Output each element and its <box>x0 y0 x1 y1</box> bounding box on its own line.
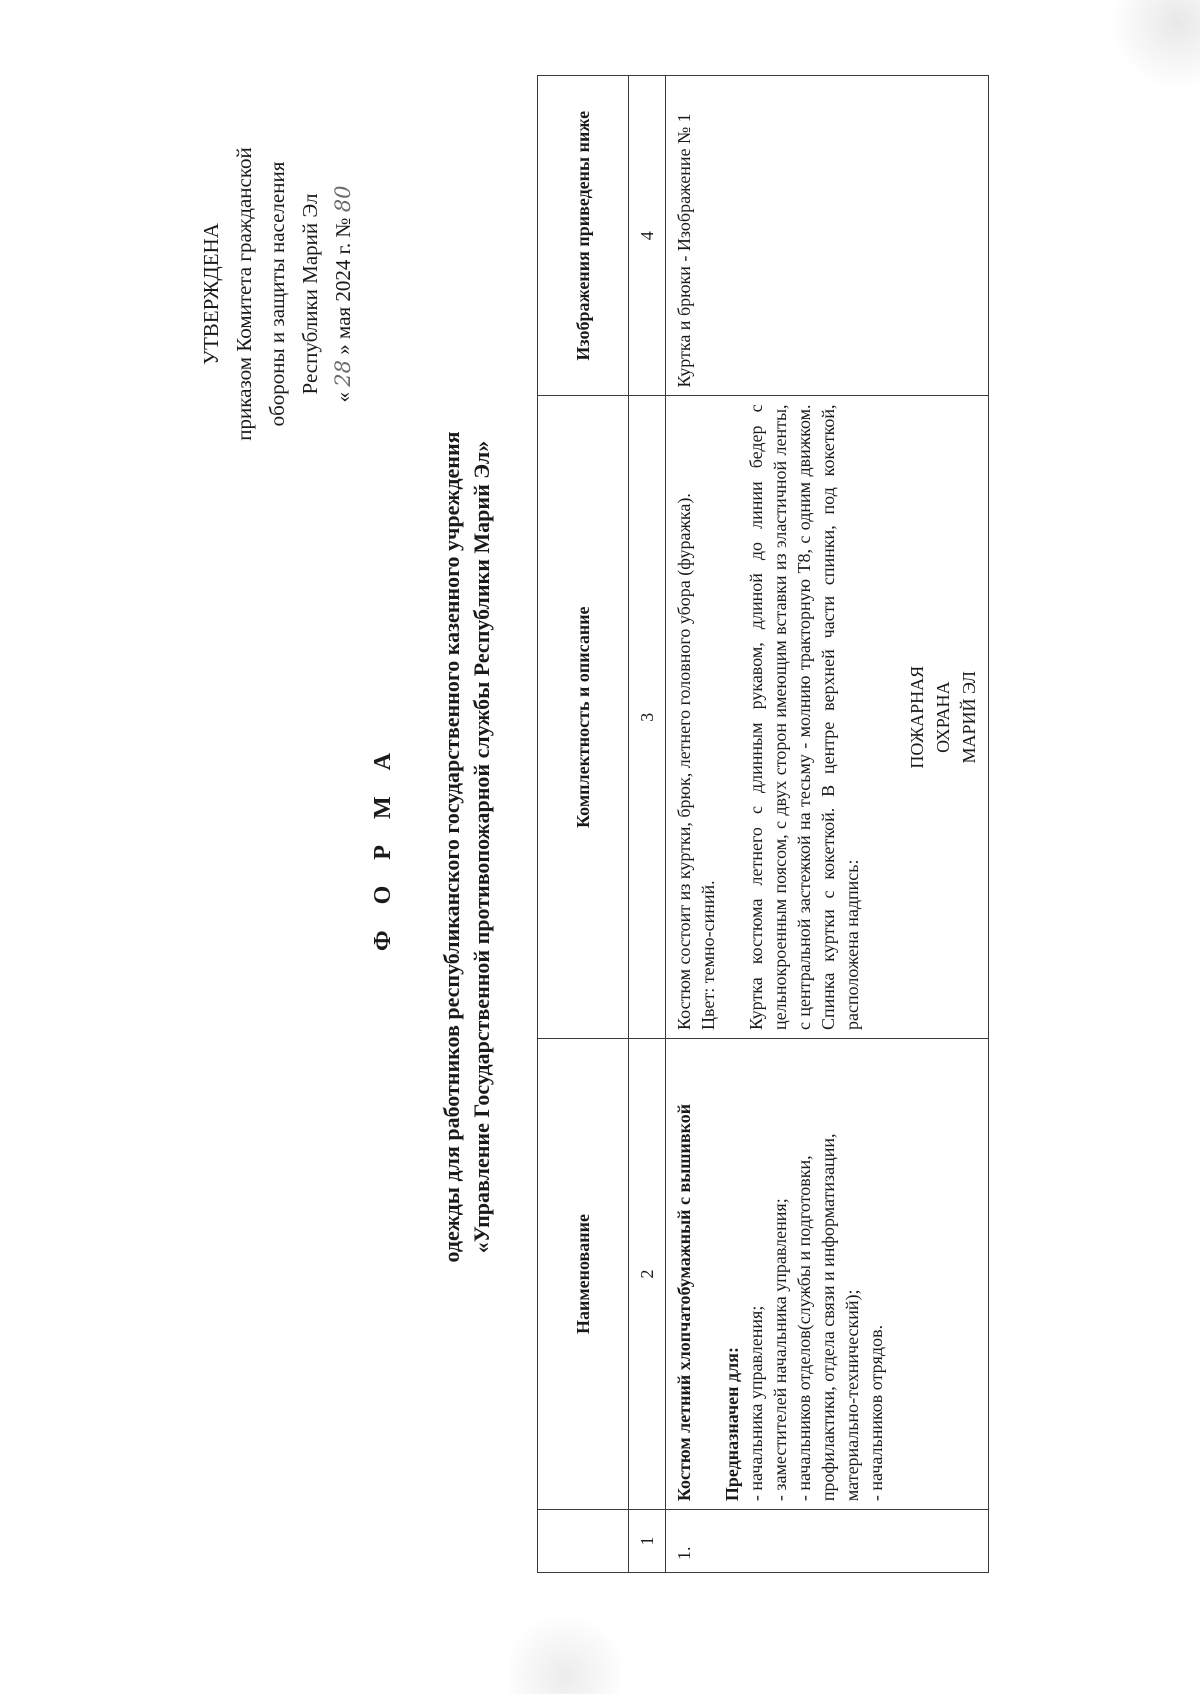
image-reference: Куртка и брюки - Изображение № 1 <box>674 113 694 388</box>
document-subtitle <box>437 0 497 1694</box>
approval-date-line <box>327 124 360 464</box>
approval-republic-line: Республики Марий Эл <box>298 193 322 395</box>
description-color: Цвет: темно-синий. <box>698 880 718 1030</box>
purpose-item: - заместителей начальника управления; <box>770 1198 790 1502</box>
name-cell <box>666 1038 989 1509</box>
images-cell <box>666 76 989 396</box>
handwritten-day: 28 <box>331 359 355 387</box>
header-name: Наименование <box>538 1038 629 1509</box>
approval-order-line: приказом Комитета гражданской <box>232 147 256 441</box>
row-number: 1. <box>666 1510 989 1573</box>
column-number: 1 <box>629 1510 666 1573</box>
description-cell <box>666 396 989 1039</box>
table-header-row <box>538 76 629 1573</box>
document-title: Ф О Р М А <box>370 743 396 951</box>
table-row <box>666 76 989 1573</box>
purpose-label: Предназначен для: <box>722 1347 742 1502</box>
column-number-row <box>629 76 666 1573</box>
approval-block <box>195 124 360 464</box>
date-month-year: » мая 2024 г. № <box>331 217 355 355</box>
description-composition: Костюм состоит из куртки, брюк, летнего головного убора (фуражка). <box>674 493 694 1030</box>
column-number: 2 <box>629 1038 666 1509</box>
purpose-item: - начальников отделов(службы и подготовки, профилактики, отдела связи и информатизации, материально-технический); <box>794 1133 862 1502</box>
approval-committee-line: обороны и защиты населения <box>265 161 289 427</box>
back-inscription <box>904 404 982 1030</box>
inscription-line: ПОЖАРНАЯ <box>907 665 927 769</box>
item-name: Костюм летний хлопчатобумажный с вышивкой <box>674 1103 694 1502</box>
date-open-quote: « <box>331 391 355 403</box>
header-number <box>538 1510 629 1573</box>
approval-heading: УТВЕРЖДЕНА <box>199 223 223 365</box>
handwritten-order-number: 80 <box>331 185 355 213</box>
uniform-table <box>537 75 989 1573</box>
description-jacket: Куртка костюма летнего с длинным рукавом, длиной до линии бедер с цельнокроенным поясом, с двух сторон имеющим вставки из эластичной ленты, с центральной застежкой на тесьму - молнию тракторную Т8, с одним движком. Спинка куртки с кокеткой. В центре верхней части спинки, под кокеткой, расположена надпись: <box>746 404 862 1030</box>
header-description: Комплектность и описание <box>538 396 629 1039</box>
subtitle-line-2: «Управление Государственной противопожарной службы Республики Марий Эл» <box>469 440 494 1254</box>
header-images: Изображения приведены ниже <box>538 76 629 396</box>
column-number: 4 <box>629 76 666 396</box>
purpose-item: - начальников отрядов. <box>866 1324 886 1502</box>
column-number: 3 <box>629 396 666 1039</box>
subtitle-line-1: одежды для работников республиканского государственного казенного учреждения <box>439 431 464 1263</box>
inscription-line: МАРИЙ ЭЛ <box>959 670 979 764</box>
purpose-item: - начальника управления; <box>746 1305 766 1502</box>
inscription-line: ОХРАНА <box>933 681 953 753</box>
